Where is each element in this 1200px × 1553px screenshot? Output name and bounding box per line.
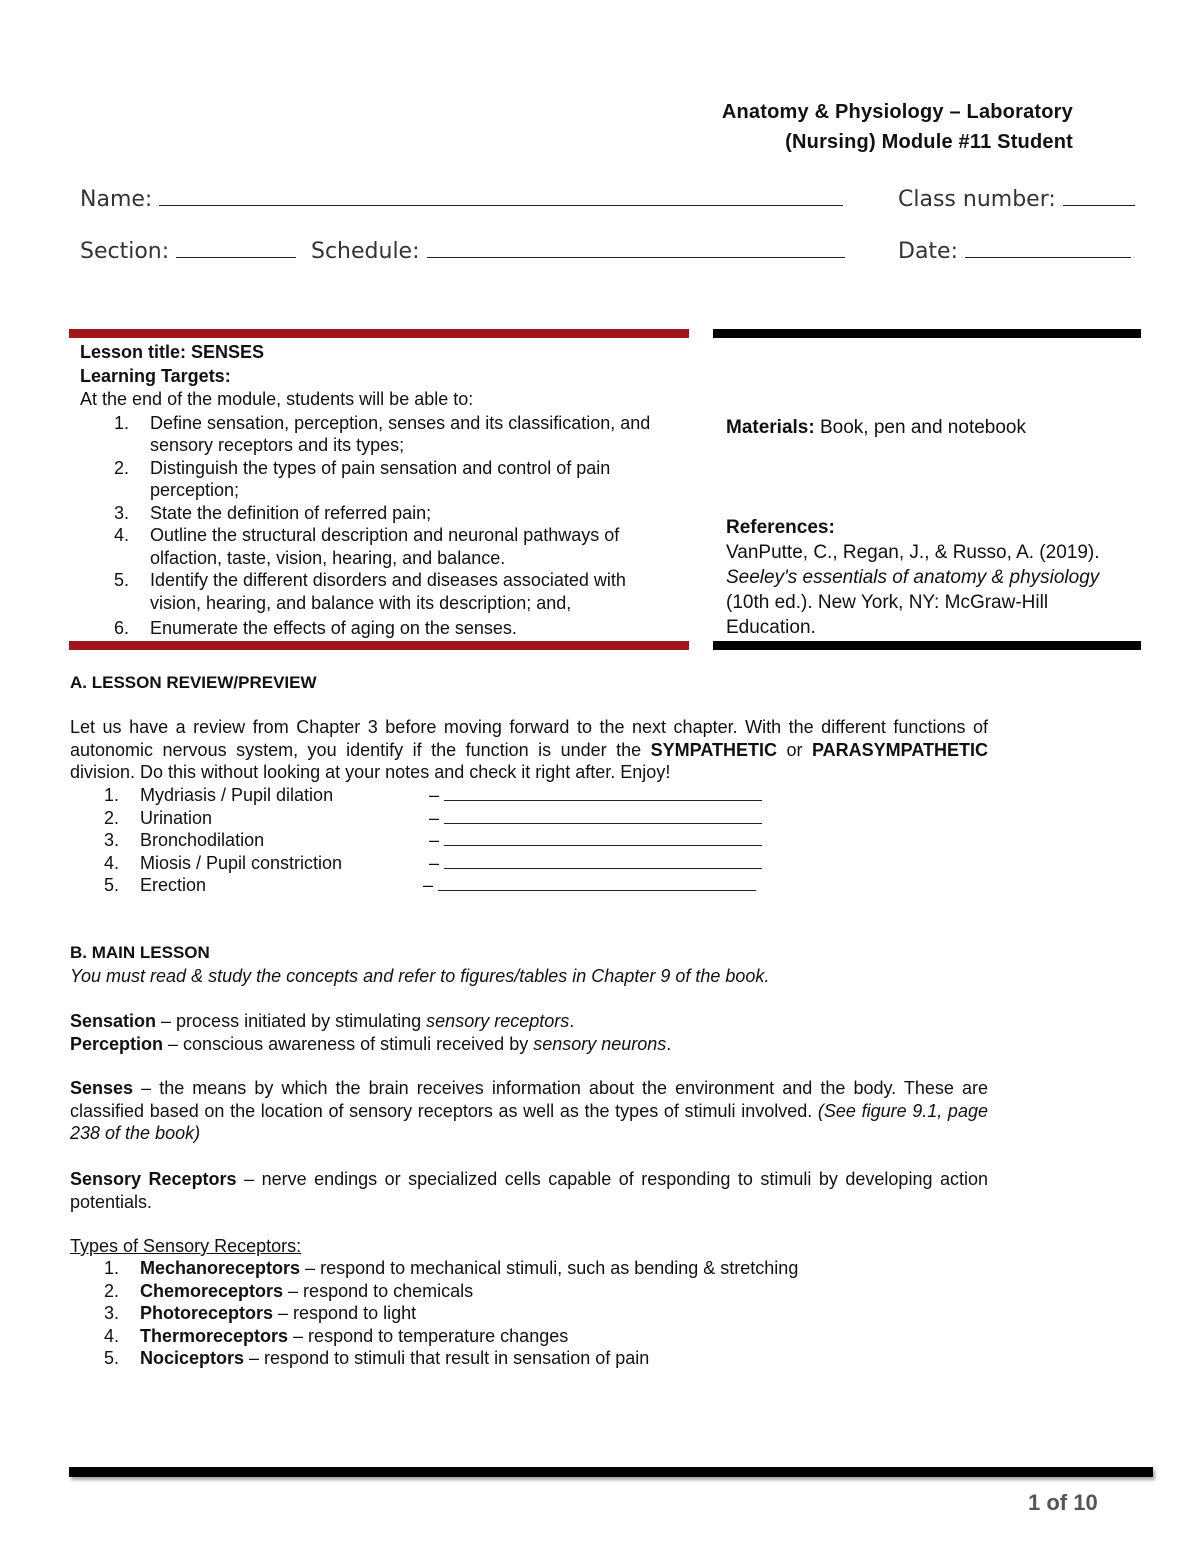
list-item: 2. Urination –	[70, 807, 790, 830]
list-item: 2. Distinguish the types of pain sensation and control of pain perception;	[114, 457, 611, 500]
date-blank[interactable]	[965, 235, 1131, 258]
answer-blank[interactable]	[438, 874, 756, 891]
class-number-blank[interactable]	[1063, 183, 1135, 206]
side-top-bar	[713, 329, 1141, 338]
lesson-bottom-bar	[69, 641, 689, 650]
list-item: 1. Mydriasis / Pupil dilation –	[70, 784, 790, 807]
reference-entry: VanPutte, C., Regan, J., & Russo, A. (2019). Seeley's essentials of anatomy & physiology (10th ed.). New York, NY: McGraw-Hill Education.	[726, 542, 1100, 638]
name-blank[interactable]	[159, 183, 843, 206]
senses-definition: Senses – the means by which the brain receives information about the environment and the body. These are classified based on the location of sensory receptors as well as the types of stimuli involved. (See figure 9.1, page 238 of the book)	[70, 1078, 988, 1144]
page-number: 1 of 10	[1028, 1490, 1098, 1515]
sensory-receptors-definition: Sensory Receptors – nerve endings or specialized cells capable of responding to stimuli by developing action potentials.	[70, 1169, 988, 1212]
schedule-label: Schedule:	[311, 239, 420, 264]
learning-targets-list	[80, 412, 680, 640]
receptor-types-list	[70, 1257, 1000, 1370]
name-field[interactable]	[80, 183, 843, 212]
receptor-types-heading: Types of Sensory Receptors:	[70, 1236, 302, 1256]
list-item: 3. Bronchodilation –	[70, 829, 790, 852]
document-title-line2: (Nursing) Module #11 Student	[785, 131, 1073, 153]
list-item: 5. Identify the different disorders and diseases associated with vision, hearing, and balance with its description; and,	[114, 570, 626, 613]
references	[726, 515, 1136, 640]
document-title-line1: Anatomy & Physiology – Laboratory	[721, 101, 1073, 123]
perception-definition: Perception – conscious awareness of stimuli received by sensory neurons.	[70, 1034, 672, 1054]
list-item: 1. Define sensation, perception, senses and its classification, and sensory receptors and its types;	[114, 412, 651, 455]
list-item: 4. Thermoreceptors – respond to temperature changes	[104, 1325, 569, 1346]
list-item: 4. Outline the structural description and neuronal pathways of olfaction, taste, vision, hearing, and balance.	[114, 525, 620, 568]
learning-targets-heading: Learning Targets:	[80, 365, 231, 386]
answer-blank[interactable]	[444, 784, 762, 801]
schedule-blank[interactable]	[427, 235, 845, 258]
list-item: 2. Chemoreceptors – respond to chemicals	[104, 1280, 474, 1301]
list-item: 5. Nociceptors – respond to stimuli that result in sensation of pain	[104, 1348, 650, 1369]
learning-targets-intro: At the end of the module, students will be able to:	[80, 389, 474, 409]
section-b-heading: B. MAIN LESSON	[70, 943, 210, 962]
review-items	[70, 784, 790, 897]
answer-blank[interactable]	[444, 807, 762, 824]
section-blank[interactable]	[176, 235, 296, 258]
class-number-label: Class number:	[898, 187, 1056, 212]
lesson-box	[80, 341, 680, 640]
list-item: 3. State the definition of referred pain;	[114, 502, 432, 523]
references-heading: References:	[726, 517, 835, 538]
section-b-instruction: You must read & study the concepts and refer to figures/tables in Chapter 9 of the book.	[70, 966, 770, 986]
sensation-definition: Sensation – process initiated by stimulating sensory receptors.	[70, 1011, 575, 1031]
list-item: 5. Erection –	[70, 874, 790, 897]
answer-blank[interactable]	[444, 829, 762, 846]
lesson-title: Lesson title: SENSES	[80, 342, 265, 362]
list-item: 3. Photoreceptors – respond to light	[104, 1303, 417, 1324]
section-field[interactable]	[80, 235, 296, 264]
lesson-top-bar	[69, 329, 689, 338]
date-field[interactable]	[898, 235, 1131, 264]
section-label: Section:	[80, 239, 170, 264]
answer-blank[interactable]	[444, 852, 762, 869]
class-number-field[interactable]	[898, 183, 1135, 212]
section-a-paragraph: Let us have a review from Chapter 3 before moving forward to the next chapter. With the different functions of autonomic nervous system, you identify if the function is under the SYMPATHETIC or PARASYMPATHETIC division. Do this without looking at your notes and check it right after. Enjoy!	[70, 717, 988, 783]
name-label: Name:	[80, 187, 153, 212]
date-label: Date:	[898, 239, 958, 264]
list-item: 1. Mechanoreceptors – respond to mechanical stimuli, such as bending & stretching	[104, 1258, 799, 1278]
side-bottom-bar	[713, 641, 1141, 650]
footer-bar	[69, 1467, 1153, 1477]
schedule-field[interactable]	[311, 235, 845, 264]
section-a-heading: A. LESSON REVIEW/PREVIEW	[70, 673, 317, 692]
list-item: 6. Enumerate the effects of aging on the senses.	[114, 618, 517, 638]
list-item: 4. Miosis / Pupil constriction –	[70, 852, 790, 875]
materials: Materials: Book, pen and notebook	[726, 417, 1026, 438]
